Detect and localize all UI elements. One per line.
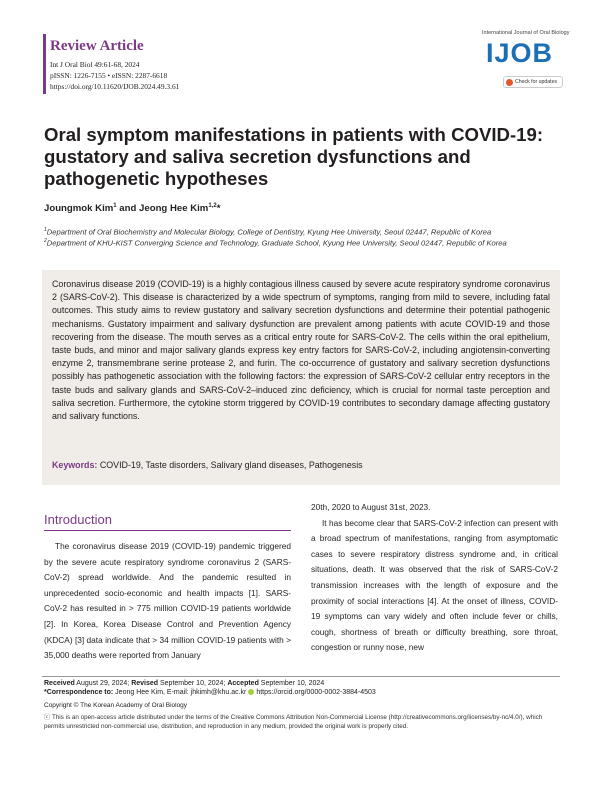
header-accent-bar [43, 34, 46, 94]
copyright: Copyright © The Korean Academy of Oral Biology [44, 702, 188, 709]
author-affil-sup: 1 [113, 203, 117, 209]
issn: pISSN: 1226-7155 • eISSN: 2287-6618 [50, 71, 168, 80]
paragraph: The coronavirus disease 2019 (COVID-19) pandemic triggered by the severe acute respiratory syndrome coronavirus 2 (SARS-CoV-2) spread worldwide. And the pandemic resulted in unprecedented socio-economic and health impacts [1]. SARS-CoV-2 has resulted in > 775 million COVID-19 patients worldwide [2]. In Korea, Korea Disease Control and Prevention Agency (KDCA) [3] data indicate that > 34 million COVID-19 patients with > 35,000 deaths were reported from January [44, 541, 291, 661]
affiliation [44, 236, 564, 249]
revised-date: September 10, 2024; [158, 680, 228, 687]
orcid-icon [248, 689, 254, 695]
revised-label: Revised [131, 680, 159, 687]
author-list [44, 203, 220, 214]
footer-rule [42, 676, 560, 677]
body-column-right [311, 500, 558, 656]
author-name[interactable]: Jeong Hee Kim [139, 203, 209, 215]
keywords-label: Keywords: [52, 460, 98, 470]
article-type: Review Article [50, 38, 144, 54]
section-heading: Introduction [44, 512, 112, 527]
article-title: Oral symptom manifestations in patients with COVID-19: gustatory and saliva secretion dysfunctions and pathogenetic hypotheses [44, 124, 544, 189]
affiliation-text: Department of KHU-KIST Converging Science and Technology, Graduate School, Kyung Hee University, Seoul 02447, Republic of Korea [46, 238, 507, 248]
author-separator: and [116, 203, 140, 215]
affiliation-sup: 2 [44, 238, 47, 244]
license-text [44, 713, 560, 731]
cc-icon: ⓒ [44, 714, 52, 721]
corresponding-star: * [216, 203, 221, 215]
check-updates-icon [506, 79, 513, 86]
orcid-link[interactable]: https://orcid.org/0000-0002-3884-4503 [256, 689, 376, 696]
received-date: August 29, 2024; [74, 680, 132, 687]
license-body: This is an open-access article distributed under the terms of the Creative Commons Attribution Non-Commercial License (http://creativecommons.org/licenses/by-nc/4.0/), which permits unrestricted non-commercial use, distribution, and reproduction in any medium, provided the original work is properly cited. [44, 714, 543, 730]
paragraph: It has become clear that SARS-CoV-2 infection can present with a broad spectrum of manifestations, ranging from asymptomatic cases to severe respiratory distress syndrome and, in critical situations, death. It was observed that the risk of SARS-CoV-2 transmission increases with the length of exposure and the proximity of social interactions [4]. At the onset of illness, COVID-19 symptoms can vary widely and often include fever or chills, cough, shortness of breath or difficulty breathing, sore throat, congestion or runny nose, new [311, 517, 558, 653]
keywords [52, 460, 363, 470]
author-name[interactable]: Joungmok Kim [44, 203, 114, 215]
section-rule [44, 530, 291, 531]
body-column-left [44, 539, 291, 664]
author-affil-sup: 1,2 [208, 203, 217, 209]
correspondence-email[interactable]: Jeong Hee Kim, E-mail: jhkimh@khu.ac.kr [113, 689, 249, 696]
journal-logo: IJOB [486, 38, 554, 68]
check-updates-button[interactable] [503, 76, 563, 88]
paragraph: 20th, 2020 to August 31st, 2023. [311, 502, 431, 512]
check-updates-label: Check for updates [515, 79, 558, 85]
correspondence-label: *Correspondence to: [44, 689, 114, 696]
received-label: Received [44, 680, 75, 687]
affiliation-sup: 1 [44, 227, 47, 233]
accepted-label: Accepted [227, 680, 259, 687]
accepted-date: September 10, 2024 [258, 680, 325, 687]
abstract-text: Coronavirus disease 2019 (COVID-19) is a highly contagious illness caused by severe acute respiratory syndrome coronavirus 2 (SARS-CoV-2). This disease is characterized by a wide spectrum of symptoms, ranging from mild to severe, including fatal outcomes. This study aims to review gustatory and salivary secretion dysfunctions and determine their potential pathogenic mechanisms. Gustatory impairment and salivary dysfunction are prevalent among patients with acute COVID-19 and those recovering from the disease. The mouth serves as a critical entry route for SARS-CoV-2. The cells within the oral epithelium, taste buds, and minor and major salivary glands express key entry factors for SARS-CoV-2, including angiotensin-converting enzyme 2, transmembrane serine protease 2, and furin. The co-occurrence of gustatory and salivary secretion dysfunctions possibly has pathogenetic association with the following factors: the expression of SARS-CoV-2 cellular entry receptors in the taste buds and salivary glands and SARS-CoV-2–induced zinc deficiency, which is crucial for normal taste perception and saliva secretion. Furthermore, the cytokine storm triggered by COVID-19 contributes to secondary damage affecting gustatory and salivary functions. [52, 279, 550, 422]
dates-line [44, 680, 324, 687]
doi-link[interactable]: https://doi.org/10.11620/IJOB.2024.49.3.61 [50, 82, 180, 91]
correspondence-line [44, 689, 376, 696]
affiliation-text: Department of Oral Biochemistry and Molecular Biology, College of Dentistry, Kyung Hee University, Seoul 02447, Republic of Korea [46, 227, 492, 237]
journal-name: International Journal of Oral Biology [482, 30, 570, 36]
citation: Int J Oral Biol 49:61-68, 2024 [50, 60, 140, 69]
keywords-text: COVID-19, Taste disorders, Salivary gland diseases, Pathogenesis [97, 460, 363, 470]
